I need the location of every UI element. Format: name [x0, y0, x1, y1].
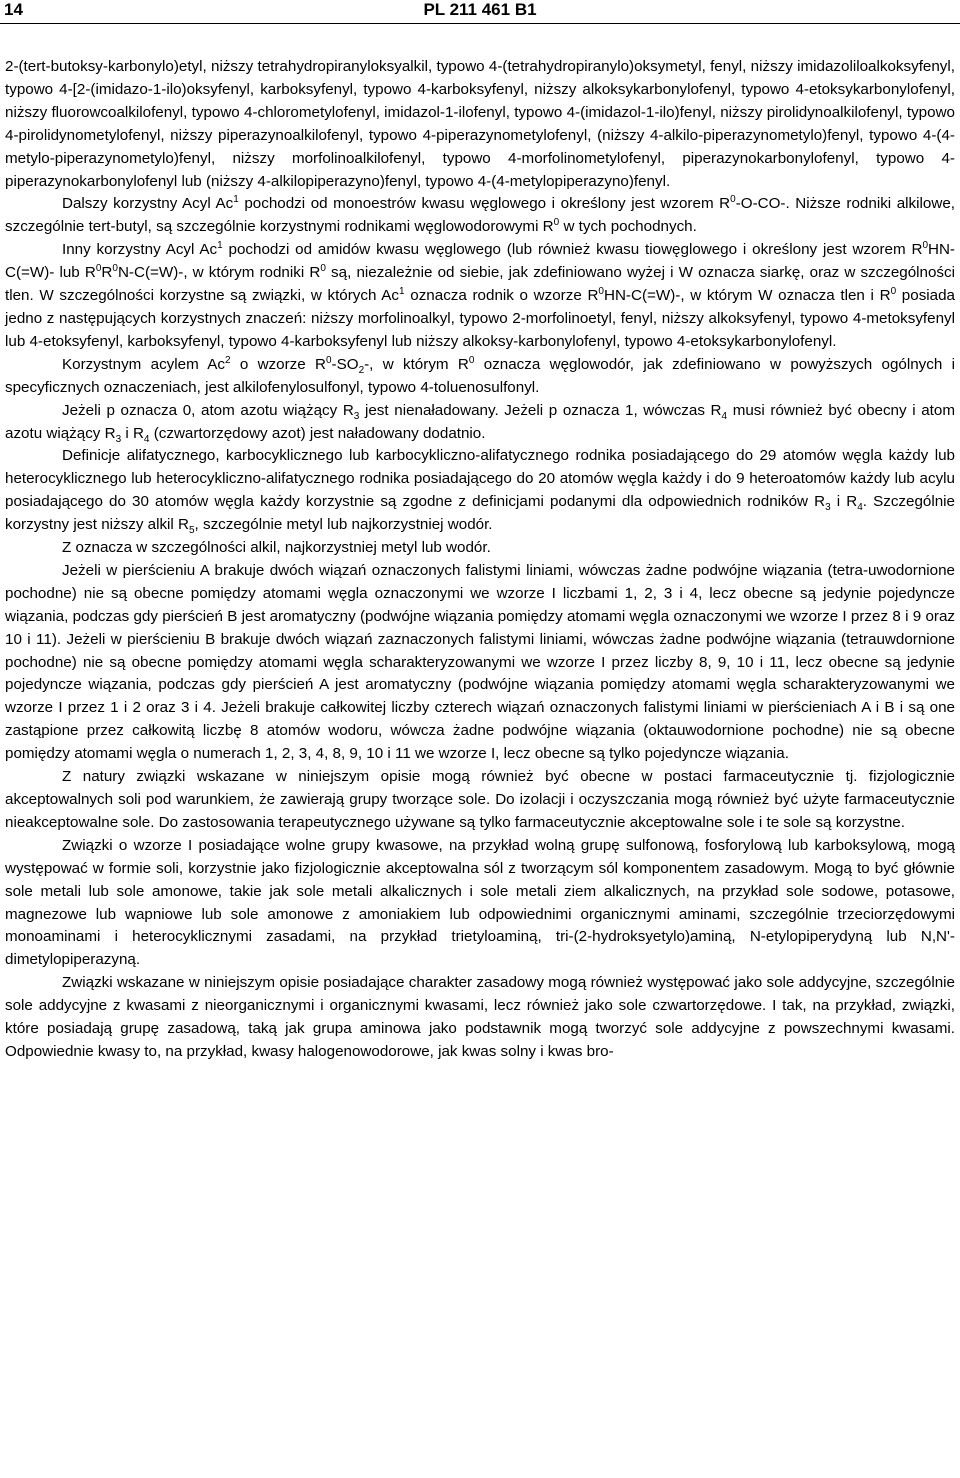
header-rule	[0, 23, 960, 24]
paragraph: Jeżeli w pierścieniu A brakuje dwóch wiązań oznaczonych falistymi liniami, wówczas żadne podwójne wiązania (tetra-uwodornione pochodne) nie są obecne pomiędzy atomami węgla oznaczonymi we wzorze I liczbami 1, 2, 3 i 4, lecz obecne są jedynie pojedyncze wiązania, podczas gdy pierścień B jest aromatyczny (podwójne wiązania pomiędzy atomami węgla oznaczonymi we wzorze I przez 8 i 9 oraz 10 i 11). Jeżeli w pierścieniu B brakuje dwóch wiązań zaznaczonych falistymi liniami, wówczas żadne podwójne wiązania (tetrauwdornione pochodne) nie są obecne pomiędzy atomami węgla scharakteryzowanymi we wzorze I przez liczby 8, 9, 10 i 11, lecz obecne są jedynie pojedyncze wiązania, podczas gdy pierścień A jest aromatyczny (podwójne wiązania pomiędzy atomami węgla scharakteryzowanymi we wzorze I przez 1 i 2 oraz 3 i 4. Jeżeli brakuje całkowitej liczby czterech wiązań oznaczonych falistymi liniami w pierścieniach A i B i są one zastąpione przez całkowitą liczbę 8 atomów wodoru, wówcza żadne podwójne wiązania (oktauwodornione pochodne) nie są obecne pomiędzy atomami węgla o numerach 1, 2, 3, 4, 8, 9, 10 i 11 we wzorze I, lecz obecne są tylko pojedyncze wiązania.	[5, 561, 955, 763]
paragraph: Definicje alifatycznego, karbocyklicznego lub karbocykliczno-alifatycznego rodnika posiadającego do 29 atomów węgla każdy lub heterocyklicznego lub heterocykliczno-alifatycznego rodnika posiadającego do 20 atomów węgla każdy i do 9 heteroatomów każdy lub acylu posiadającego do 30 atomów węgla każdy korzystnie są zgodne z definicjami podanymi dla odpowiednich rodników $R_3$ i $R_4$. Szczególnie korzystny jest niższy alkil $R_5$, szczególnie metyl lub najkorzystniej wodór.	[5, 447, 955, 537]
paragraph: Związki wskazane w niniejszym opisie posiadające charakter zasadowy mogą również występować jako sole addycyjne, szczególnie sole addycyjne z kwasami z nieorganicznymi i organicznymi kwasami, lecz również jako sole czwartorzędowe. I tak, na przykład, związki, które posiadają grupę zasadową, taką jak grupa aminowa jako podstawnik mogą tworzyć sole addycyjne z powszechnymi kwasami. Odpowiednie kwasy to, na przykład, kwasy halogenowodorowe, jak kwas solny i kwas bro-	[5, 974, 955, 1060]
page-number: 14	[4, 0, 23, 19]
paragraph: Z oznacza w szczególności alkil, najkorzystniej metyl lub wodór.	[62, 539, 491, 557]
body-text	[5, 56, 955, 1064]
paragraph: Z natury związki wskazane w niniejszym opisie mogą również być obecne w postaci farmaceutycznie tj. fizjologicznie akceptowalnych soli pod warunkiem, że zawierają grupy tworzące sole. Do izolacji i oczyszczania mogą również być użyte farmaceutycznie nieakceptowalne sole. Do zastosowania terapeutycznego używane są tylko farmaceutycznie akceptowalne sole i te sole są korzystne.	[5, 768, 955, 831]
paragraph: Korzystnym acylem Ac$^2$ o wzorze $R^0-SO_2-$, w którym $R^0$ oznacza węglowodór, jak zdefiniowano w powyższych ogólnych i specyficznych oznaczeniach, jest alkilofenylosulfonyl, typowo 4-toluenosulfonyl.	[5, 354, 955, 396]
paragraph: 2-(tert-butoksy-karbonylo)etyl, niższy tetrahydropiranyloksyalkil, typowo 4-(tetrahydropiranylo)oksymetyl, fenyl, niższy imidazoliloalkoksyfenyl, typowo 4-[2-(imidazo-1-ilo)oksyfenyl, karboksyfenyl, typowo 4-karboksyfenyl, niższy alkoksykarbonylofenyl, typowo 4-etoksykarbonylofenyl, niższy fluorowcoalkilofenyl, typowo 4-chlorometylofenyl, imidazol-1-ilofenyl, typowo 4-(imidazol-1-ilo)fenyl, niższy pirolidynoalkilofenyl, typowo 4-pirolidynometylofenyl, niższy piperazynoalkilofenyl, typowo 4-piperazynometylofenyl, (niższy 4-alkilo-piperazynometylo)fenyl, typowo 4-(4-metylo-piperazynometylo)fenyl, niższy morfolinoalkilofenyl, typowo 4-morfolinometylofenyl, piperazynokarbonylofenyl, typowo 4-piperazynokarbonylofenyl lub (niższy 4-alkilopiperazyno)fenyl, typowo 4-(4-metylopiperazyno)fenyl.	[5, 58, 955, 190]
patent-number: PL 211 461 B1	[423, 0, 537, 19]
paragraph: Jeżeli p oznacza 0, atom azotu wiążący $R_3$ jest nienaładowany. Jeżeli p oznacza 1, wówczas $R_4$ musi również być obecny i atom azotu wiążący $R_3$ i $R_4$ (czwartorzędowy azot) jest naładowany dodatnio.	[5, 401, 955, 445]
paragraph: Dalszy korzystny Acyl Ac$^1$ pochodzi od monoestrów kwasu węglowego i określony jest wzorem $R^0-O-CO-$. Niższe rodniki alkilowe, szczególnie tert-butyl, są szczególnie korzystnymi rodnikami węglowodorowymi $R^0$ w tych pochodnych.	[5, 194, 955, 236]
page-header	[0, 0, 960, 22]
paragraph: Inny korzystny Acyl Ac$^1$ pochodzi od amidów kwasu węglowego (lub również kwasu tiowęglowego i określony jest wzorem $R^0HN-C(=W)-$ lub $R^0R^0N-C(=W)-$, w którym rodniki $R^0$ są, niezależnie od siebie, jak zdefiniowano wyżej i W oznacza siarkę, oraz w szczególności tlen. W szczególności korzystne są związki, w których Ac$^1$ oznacza rodnik o wzorze $R^0HN-C(=W)-$, w którym W oznacza tlen i $R^0$ posiada jedno z następujących korzystnych znaczeń: niższy morfolinoalkyl, typowo 2-morfolinoetyl, fenyl, niższy alkoksyfenyl, typowo 4-metoksyfenyl lub 4-etoksyfenyl, karboksyfenyl, typowo 4-karboksyfenyl lub niższy alkoksy-karbonylofenyl, typowo 4-etoksykarbonylofenyl.	[5, 240, 956, 350]
paragraph: Związki o wzorze I posiadające wolne grupy kwasowe, na przykład wolną grupę sulfonową, fosforylową lub karboksylową, mogą występować w formie soli, korzystnie jako fizjologicznie akceptowalna sól z tworzącym sól komponentem zasadowym. Mogą to być głównie sole metali lub sole amonowe, takie jak sole metali alkalicznych i sole metali ziem alkalicznych, na przykład sole sodowe, potasowe, magnezowe lub wapniowe lub sole amonowe z amoniakiem lub odpowiednimi organicznymi aminami, szczególnie trzeciorzędowymi monoaminami i heterocyklicznymi zasadami, na przykład trietyloaminą, tri-(2-hydroksyetylo)aminą, N-etylopiperydyną lub N,N'-dimetylopiperazyną.	[5, 836, 955, 969]
